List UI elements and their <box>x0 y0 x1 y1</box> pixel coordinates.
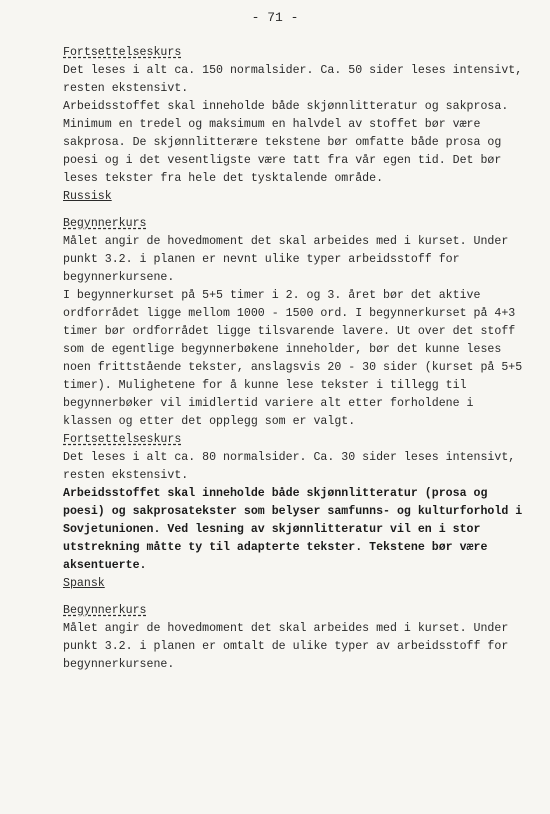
paragraph: Arbeidsstoffet skal inneholde både skjønnlitteratur (prosa og poesi) og sakprosatekster som belyser samfunns- og kulturforhold i Sovjetunionen. Ved lesning av skjønnlitteratur vil en i stor utstrekning måtte ty til adapterte tekster. Tekstene bør være aksentuerte. <box>63 487 523 572</box>
section-heading-spansk: Spansk <box>63 577 105 590</box>
page-number: - 71 - <box>251 10 299 25</box>
paragraph: I begynnerkurset på 5+5 timer i 2. og 3. året bør det aktive ordforrådet ligge mellom 1000 - 1500 ord. I begynnerkurset på 4+3 timer bør ordforrådet ligge tilsvarende lavere. Ut over det stoff som de egentlige begynnerbøkene inneholder, bør det kunne leses noen frittstående tekster, anslagsvis 20 - 30 sider (kurset på 5+5 timer). Mulighetene for å kunne lese tekster i tillegg til begynnerbøker vil imidlertid variere alt etter forholdene i klassen og etter det opplegg som er valgt. <box>63 289 523 428</box>
subsection-heading-begynnerkurs: Begynnerkurs <box>63 604 147 617</box>
subsection-heading-fortsettelseskurs: Fortsettelseskurs <box>63 433 182 446</box>
paragraph: Arbeidsstoffet skal inneholde både skjønnlitteratur og sakprosa. Minimum en tredel og maksimum en halvdel av stoffet bør være sakprosa. De skjønnlitterære tekstene bør omfatte både prosa og poesi og i det vesentligste være tatt fra vår egen tid. Det bør leses tekster fra hele det tysktalende område. <box>63 100 509 185</box>
section-heading-russisk: Russisk <box>63 190 112 203</box>
subsection-heading-begynnerkurs: Begynnerkurs <box>63 217 147 230</box>
paragraph: Det leses i alt ca. 150 normalsider. Ca. 50 sider leses intensivt, resten ekstensivt. <box>63 64 523 95</box>
paragraph: Målet angir de hovedmoment det skal arbeides med i kurset. Under punkt 3.2. i planen er nevnt ulike typer arbeidsstoff for begynnerkursene. <box>63 235 509 284</box>
page-body <box>63 44 523 674</box>
paragraph: Målet angir de hovedmoment det skal arbeides med i kurset. Under punkt 3.2. i planen er omtalt de ulike typer av arbeidsstoff for begynnerkursene. <box>63 622 509 671</box>
section-heading-fortsettelseskurs: Fortsettelseskurs <box>63 46 182 59</box>
paragraph: Det leses i alt ca. 80 normalsider. Ca. 30 sider leses intensivt, resten ekstensivt. <box>63 451 516 482</box>
